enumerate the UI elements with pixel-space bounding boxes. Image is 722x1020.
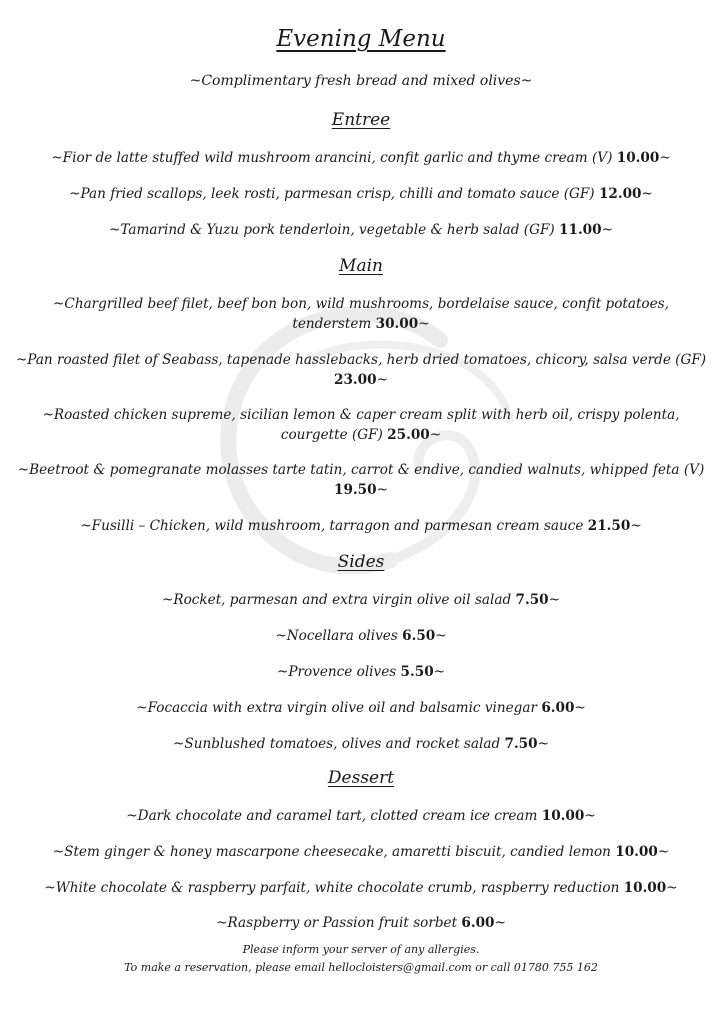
item-price: 10.00 <box>616 150 660 166</box>
item-price: 23.00 <box>334 372 377 388</box>
menu-item: ~Focaccia with extra virgin olive oil and balsamic vinegar 6.00~ <box>136 700 586 716</box>
section-heading-sides: Sides <box>337 552 385 572</box>
menu-item: ~Rocket, parmesan and extra virgin olive oil salad 7.50~ <box>161 592 561 608</box>
menu-item: ~Stem ginger & honey mascarpone cheesecake, amaretti biscuit, candied lemon 10.00~ <box>52 844 670 860</box>
menu-item: ~Pan roasted filet of Seabass, tapenade hasslebacks, herb dried tomatoes, chicory, salsa verde (GF) 23.00~ <box>15 352 707 388</box>
item-price: 19.50 <box>334 482 377 498</box>
menu-intro: ~Complimentary fresh bread and mixed olives~ <box>189 73 533 89</box>
menu-item: ~Sunblushed tomatoes, olives and rocket salad 7.50~ <box>173 736 549 752</box>
item-price: 10.00 <box>615 844 658 860</box>
item-price: 7.50 <box>504 736 538 752</box>
menu-item: ~Raspberry or Passion fruit sorbet 6.00~ <box>216 915 506 931</box>
item-price: 12.00 <box>598 186 642 202</box>
menu-item: ~White chocolate & raspberry parfait, white chocolate crumb, raspberry reduction 10.00~ <box>44 880 678 896</box>
item-price: 6.50 <box>402 628 436 644</box>
menu-item: ~Roasted chicken supreme, sicilian lemon & caper cream split with herb oil, crispy polenta, courgette (GF) 25.00~ <box>42 407 680 443</box>
section-heading-dessert: Dessert <box>327 768 395 788</box>
menu-item: ~Tamarind & Yuzu pork tenderloin, vegetable & herb salad (GF) 11.00~ <box>109 222 613 238</box>
menu-item: ~Pan fried scallops, leek rosti, parmesan crisp, chilli and tomato sauce (GF) 12.00~ <box>69 186 653 202</box>
menu-item: ~Beetroot & pomegranate molasses tarte tatin, carrot & endive, candied walnuts, whipped feta (V) 19.50~ <box>17 462 705 498</box>
item-price: 25.00 <box>387 427 430 443</box>
item-price: 30.00 <box>375 316 419 332</box>
section-heading-main: Main <box>339 256 383 276</box>
item-price: 10.00 <box>541 808 585 824</box>
menu-item: ~Chargrilled beef filet, beef bon bon, wild mushrooms, bordelaise sauce, confit potatoes, tenderstem 30.00~ <box>53 296 669 332</box>
allergy-notice: Please inform your server of any allergies. <box>242 943 480 956</box>
menu-item: ~Nocellara olives 6.50~ <box>275 628 447 644</box>
menu-item: ~Fior de latte stuffed wild mushroom arancini, confit garlic and thyme cream (V) 10.00~ <box>51 150 671 166</box>
item-price: 11.00 <box>559 222 602 238</box>
reservation-notice: To make a reservation, please email hellocloisters@gmail.com or call 01780 755 162 <box>124 961 598 974</box>
menu-item: ~Provence olives 5.50~ <box>276 664 446 680</box>
menu-item: ~Fusilli – Chicken, wild mushroom, tarragon and parmesan cream sauce 21.50~ <box>80 518 642 534</box>
item-price: 6.00 <box>461 915 495 931</box>
item-price: 10.00 <box>623 880 667 896</box>
item-price: 7.50 <box>515 592 549 608</box>
section-heading-entree: Entree <box>331 110 391 130</box>
menu-title: Evening Menu <box>276 26 446 52</box>
item-price: 21.50 <box>587 518 631 534</box>
item-price: 6.00 <box>541 700 575 716</box>
menu-item: ~Dark chocolate and caramel tart, clotted cream ice cream 10.00~ <box>126 808 596 824</box>
item-price: 5.50 <box>400 664 434 680</box>
